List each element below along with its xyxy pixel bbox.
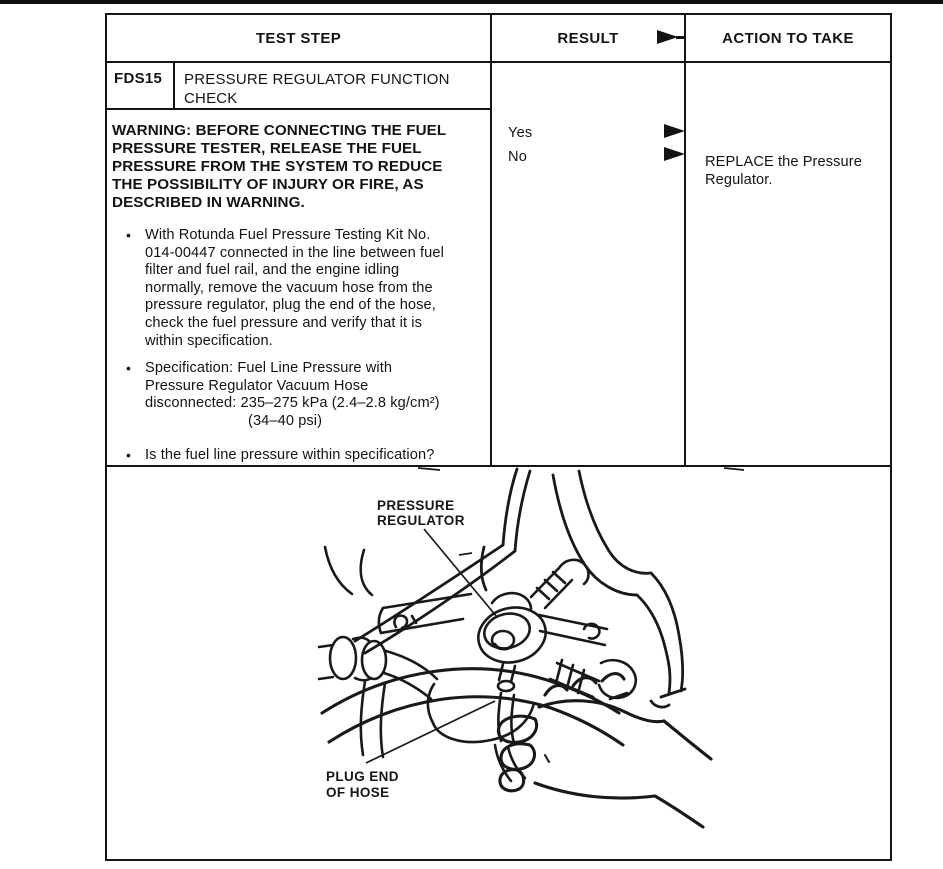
bullet-icon: • xyxy=(126,446,132,463)
engine-illustration xyxy=(107,465,890,859)
column-divider-test-result xyxy=(490,63,492,465)
engine-line-art xyxy=(107,467,890,857)
bullet-icon: • xyxy=(126,360,132,377)
result-arrow-tail xyxy=(676,36,686,39)
figure-label-pressure-regulator: PRESSURE xyxy=(377,498,455,513)
header-action: ACTION TO TAKE xyxy=(722,29,854,47)
test-step-body xyxy=(107,110,490,465)
page-top-rule xyxy=(0,0,943,4)
table-header-row xyxy=(107,15,890,63)
result-arrow-icon xyxy=(657,30,678,44)
action-replace-regulator: REPLACE the Pressure Regulator. xyxy=(705,154,862,188)
pinpoint-test-table xyxy=(105,13,892,861)
step-code: FDS15 xyxy=(107,63,175,108)
bullet-item-procedure xyxy=(112,227,482,350)
hand-drawing xyxy=(498,674,711,827)
result-option-no: No xyxy=(508,149,528,165)
spec-psi-note: (34–40 psi) xyxy=(248,412,323,429)
bullet-item-specification xyxy=(112,360,482,430)
result-arrow-icon xyxy=(664,124,685,138)
result-arrow-icon xyxy=(664,147,685,161)
bullet-text: With Rotunda Fuel Pressure Testing Kit No. 014-00447 connected in the line between fuel filter and fuel rail, and the engine idling normally, remove the vacuum hose from the pressure regulator, plug the end of the hose, check the fuel pressure and verify that it is within specification. xyxy=(145,227,444,349)
header-test-step: TEST STEP xyxy=(107,15,492,61)
bullet-item-question xyxy=(112,447,482,465)
bullet-text: Specification: Fuel Line Pressure with Pressure Regulator Vacuum Hose disconnected: 235–275 kPa (2.4–2.8 kg/cm²) xyxy=(145,360,440,412)
figure-label-plug-end: OF HOSE xyxy=(326,785,390,800)
result-option-yes: Yes xyxy=(508,125,533,141)
bullet-text: Is the fuel line pressure within specification? xyxy=(145,446,435,463)
figure-label-pressure-regulator: REGULATOR xyxy=(377,513,465,528)
figure-label-plug-end: PLUG END xyxy=(326,769,399,784)
bullet-icon: • xyxy=(126,227,132,243)
warning-text: WARNING: BEFORE CONNECTING THE FUEL PRESSURE TESTER, RELEASE THE FUEL PRESSURE FROM THE SYSTEM TO REDUCE THE POSSIBILITY OF INJURY OR FIRE, AS DESCRIBED IN WARNING. xyxy=(112,122,447,211)
step-id-row xyxy=(107,63,490,110)
step-title: PRESSURE REGULATOR FUNCTION CHECK xyxy=(184,71,450,107)
header-result: RESULT xyxy=(492,15,686,61)
